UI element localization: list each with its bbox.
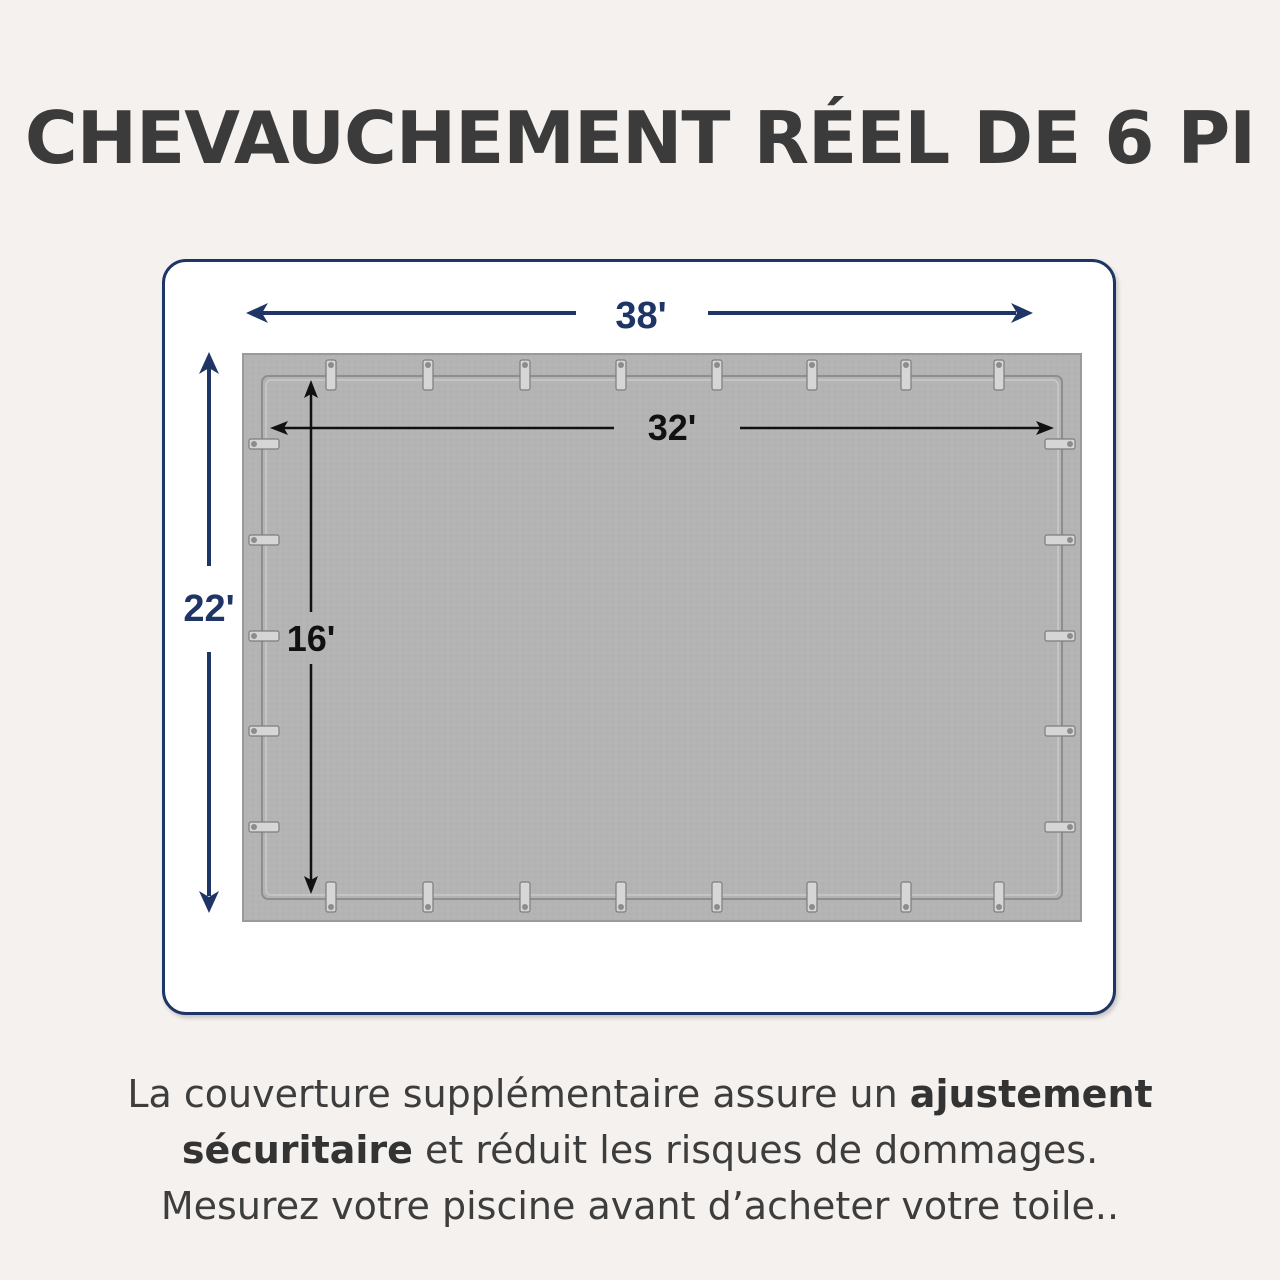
- grommet: [425, 904, 431, 910]
- grommet: [903, 362, 909, 368]
- grommet: [996, 362, 1002, 368]
- caption-text-1: La couverture supplémentaire assure un: [127, 1072, 910, 1116]
- grommet: [1067, 441, 1073, 447]
- grommet: [809, 362, 815, 368]
- grommet: [618, 362, 624, 368]
- grommet: [714, 904, 720, 910]
- grommet: [328, 362, 334, 368]
- grommet: [1067, 537, 1073, 543]
- grommet: [996, 904, 1002, 910]
- grommet: [522, 904, 528, 910]
- grommet: [251, 633, 257, 639]
- grommet: [618, 904, 624, 910]
- outer-length-label: 22': [183, 588, 235, 630]
- caption-bold-1: ajustement: [909, 1072, 1153, 1116]
- grommet: [251, 824, 257, 830]
- outer-width-label: 38': [615, 295, 667, 337]
- grommet: [903, 904, 909, 910]
- grommet: [714, 362, 720, 368]
- caption: [60, 1066, 1220, 1234]
- grommet: [1067, 633, 1073, 639]
- caption-text-3: Mesurez votre piscine avant d’acheter votre toile..: [160, 1184, 1120, 1228]
- inner-length-label: 16': [286, 618, 336, 659]
- grommet: [251, 728, 257, 734]
- grommet: [328, 904, 334, 910]
- grommet: [251, 537, 257, 543]
- outer-length-arrow: [199, 352, 219, 913]
- page-title: CHEVAUCHEMENT RÉEL DE 6 PI: [24, 96, 1256, 180]
- grommet: [1067, 728, 1073, 734]
- grommet: [522, 362, 528, 368]
- grommet: [425, 362, 431, 368]
- grommet: [809, 904, 815, 910]
- grommet: [1067, 824, 1073, 830]
- grommet: [251, 441, 257, 447]
- caption-bold-2: sécuritaire: [181, 1128, 413, 1172]
- caption-text-2: et réduit les risques de dommages.: [412, 1128, 1099, 1172]
- inner-width-label: 32': [647, 407, 697, 448]
